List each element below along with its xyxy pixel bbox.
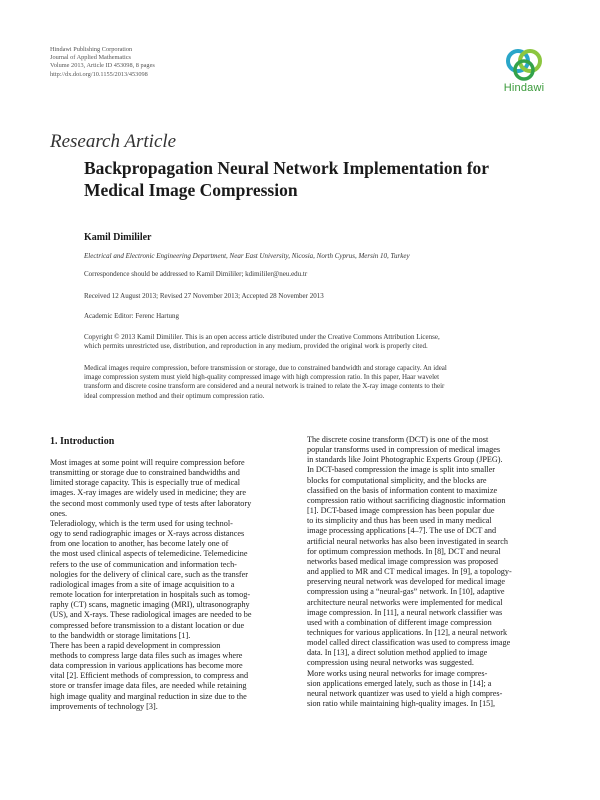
copyright	[84, 333, 552, 351]
body-line: compression using a “neural-gas” network. In [10], adaptive	[307, 587, 505, 597]
body-line: the most used clinical aspects of telemedicine. Telemedicine	[50, 549, 248, 559]
hindawi-logo-icon	[501, 44, 547, 84]
hindawi-logo	[493, 44, 555, 94]
body-line: compressed before transmission to a distant location or due	[50, 620, 245, 630]
body-line: (US), and X-rays. These radiological images are needed to be	[50, 610, 252, 620]
journal-publisher: Hindawi Publishing Corporation	[50, 46, 133, 53]
affiliation-text: Electrical and Electronic Engineering Department, Near East University, Nicosia, North Cyprus, Mersin 10, Turkey	[84, 252, 410, 260]
abstract	[84, 364, 552, 401]
logo-text: Hindawi	[503, 82, 545, 94]
body-line: to its simplicity and thus has been used in many medical	[307, 516, 492, 526]
body-line: limited storage capacity. This is especially true of medical	[50, 478, 241, 488]
academic-editor	[84, 312, 552, 321]
title-line: Backpropagation Neural Network Implementation for	[84, 158, 490, 178]
journal-name: Journal of Applied Mathematics	[50, 54, 131, 62]
editor-text: Academic Editor: Ferenc Hartung	[84, 312, 180, 320]
body-line: refers to the use of communication and information tech-	[50, 559, 237, 569]
body-line: neural network quantizer was used to yield a high compres-	[307, 688, 503, 698]
dates	[84, 292, 552, 301]
paper-title	[84, 157, 554, 201]
right-column	[307, 435, 553, 709]
section-heading: 1. Introduction	[50, 436, 115, 447]
title-line: Medical Image Compression	[84, 180, 298, 200]
abstract-line: Medical images require compression, before transmission or storage, due to constrained bandwidth and storage capacity. An ideal	[84, 364, 447, 372]
body-line: architecture neural networks were implemented for medical	[307, 597, 503, 607]
body-line: ogy to send radiographic images or X-rays across distances	[50, 529, 245, 539]
body-line: data. In [13], a direct solution method applied to image	[307, 648, 488, 658]
body-line: improvements of technology [3].	[50, 701, 158, 711]
body-line: techniques for various applications. In [12], a neural network	[307, 627, 508, 637]
publication-info	[50, 46, 155, 79]
body-line: the second most commonly used type of tests after laboratory	[50, 498, 252, 508]
body-line: popular transforms used in compression of medical images	[307, 445, 501, 455]
body-line: sion applications emerged lately, such as those in [14]; a	[307, 678, 492, 688]
body-line: Teleradiology, which is the term used for using technol-	[50, 518, 233, 528]
body-line: model called direct classification was used to compress image	[307, 638, 511, 648]
body-line: sion ratio while maintaining high-quality images. In [15],	[307, 699, 496, 709]
body-line: and applied to MR and CT medical images. In [9], a topology-	[307, 567, 512, 577]
body-line: to the bandwidth or storage limitations [1].	[50, 630, 191, 640]
abstract-line: ideal compression method and their optimum compression ratio.	[84, 391, 265, 400]
body-line: image compression. In [11], a neural network classifier was	[307, 607, 503, 617]
correspondence	[84, 270, 552, 279]
body-line: nologies for the delivery of clinical care, such as the transfer	[50, 569, 249, 579]
body-line: Most images at some point will require compression before	[50, 458, 245, 467]
body-line: preserving neural network was developed for medical image	[307, 577, 506, 587]
copyright-line: Copyright © 2013 Kamil Dimililer. This is an open access article distributed under the Creative Commons Attribution License,	[84, 333, 440, 341]
abstract-line: image compression system must yield high-quality compressed image with high compression ratio. In this paper, Haar wavelet	[84, 373, 440, 382]
body-line: classified on the basis of information content to maximize	[307, 485, 498, 495]
body-line: There has been a rapid development in compression	[50, 640, 221, 650]
body-line: vital [2]. Efficient methods of compression, to compress and	[50, 671, 249, 681]
body-line: In DCT-based compression the image is split into smaller	[307, 465, 495, 475]
body-line: from one location to another, has become lately one of	[50, 539, 229, 549]
body-line: used with a combination of different image compression	[307, 617, 492, 627]
body-line: data compression in various applications has become more	[50, 661, 243, 671]
body-line: images. X-ray images are widely used in medicine; they are	[50, 488, 246, 498]
body-line: blocks for computational simplicity, and the blocks are	[307, 475, 487, 485]
body-line: compression using neural networks was suggested.	[307, 658, 474, 668]
dates-text: Received 12 August 2013; Revised 27 November 2013; Accepted 28 November 2013	[84, 292, 324, 300]
body-line: The discrete cosine transform (DCT) is one of the most	[307, 435, 489, 444]
doi-link[interactable]: http://dx.doi.org/10.1155/2013/453098	[50, 70, 148, 78]
body-line: high image quality and marginal reduction in size due to the	[50, 691, 247, 701]
body-line: for optimum compression methods. In [8], DCT and neural	[307, 546, 501, 556]
affiliation	[84, 252, 552, 261]
author-name: Kamil Dimililer	[84, 232, 152, 243]
body-line: More works using neural networks for image compres-	[307, 668, 488, 678]
body-line: [1]. DCT-based image compression has been popular due	[307, 506, 495, 516]
copyright-line: which permits unrestricted use, distribution, and reproduction in any medium, provided the original work is properly cited.	[84, 342, 428, 351]
body-line: radiological images from a site of image acquisition to a	[50, 579, 235, 589]
body-line: remote location for interpretation in hospitals such as tomog-	[50, 590, 251, 600]
body-line: image processing applications [4–7]. The use of DCT and	[307, 526, 497, 536]
body-line: transmitting or storage due to constrained bandwidths and	[50, 468, 240, 478]
correspondence-text: Correspondence should be addressed to Kamil Dimililer; kdimililer@neu.edu.tr	[84, 270, 308, 278]
body-line: ones.	[50, 508, 68, 518]
body-line: compression ratio without sacrificing diagnostic information	[307, 495, 506, 505]
left-column	[50, 435, 296, 712]
journal-volume: Volume 2013, Article ID 453098, 8 pages	[50, 62, 155, 70]
body-line: artificial neural networks has also been investigated in search	[307, 536, 508, 546]
body-line: networks based medical image compression was proposed	[307, 556, 498, 566]
body-line: in standards like Joint Photographic Experts Group (JPEG).	[307, 455, 503, 465]
article-type: Research Article	[50, 131, 177, 152]
body-line: raphy (CT) scans, magnetic imaging (MRI), ultrasonography	[50, 600, 250, 610]
abstract-line: transform and discrete cosine transform are considered and a neural network is trained to relate the X-ray image contents to their	[84, 382, 445, 391]
body-line: methods to compress large data files such as images where	[50, 650, 243, 660]
body-line: store or transfer image data files, are needed while retaining	[50, 681, 247, 691]
